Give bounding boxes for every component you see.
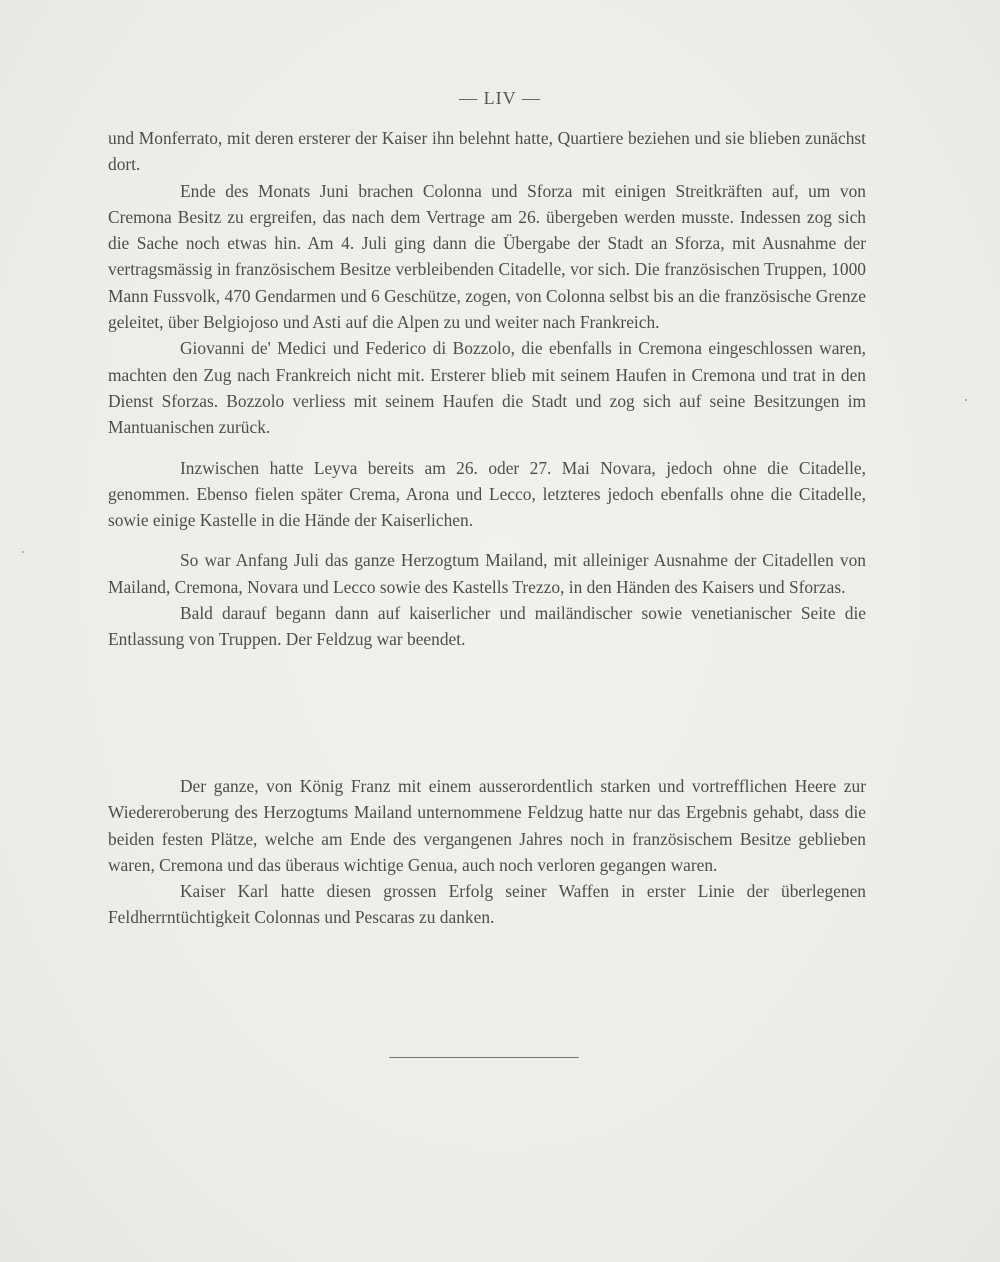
paragraph-continuation: und Monferrato, mit deren ersterer der Kaiser ihn belehnt hatte, Quartiere beziehen und sie blieben zunächst dort.	[108, 128, 866, 175]
paragraph-medici-bozzolo: Giovanni de' Medici und Federico di Bozzolo, die ebenfalls in Cremona eingeschlossen waren, machten den Zug nach Frankreich nicht mit. Ersterer blieb mit seinem Haufen in Cremona und trat in den Dienst Sforzas. Bozzolo verliess mit seinem Haufen die Stadt und zog sich auf seine Besitzungen im Mantuanischen zurück.	[108, 338, 866, 438]
page-number-header: — LIV —	[459, 88, 541, 108]
paragraph-leyva-novara: Inzwischen hatte Leyva bereits am 26. oder 27. Mai Novara, jedoch ohne die Citadelle, genommen. Ebenso fielen später Crema, Arona und Lecco, letzteres jedoch ebenfalls ohne die Citadelle, sowie einige Kastelle in die Hände der Kaiserlichen.	[108, 457, 866, 531]
paper-speck	[965, 399, 967, 401]
text-section-2	[108, 773, 866, 931]
closing-rule	[389, 1057, 579, 1058]
text-section-1	[108, 125, 866, 653]
paragraph-colonna-pescara: Kaiser Karl hatte diesen grossen Erfolg seiner Waffen in erster Linie der überlegenen Feldherrntüchtigkeit Colonnas und Pescaras zu danken.	[108, 881, 866, 928]
paragraph-campaign-result: Der ganze, von König Franz mit einem ausserordentlich starken und vortrefflichen Heere zur Wiedereroberung des Herzogtums Mailand unternommene Feldzug hatte nur das Ergebnis gehabt, dass die beiden festen Plätze, welche am Ende des vergangenen Jahres noch in französischem Besitze geblieben waren, Cremona und das überaus wichtige Genua, auch noch verloren gegangen waren.	[108, 776, 866, 875]
paragraph-campaign-ended: Bald darauf begann dann auf kaiserlicher und mailändischer sowie venetianischer Seite die Entlassung von Truppen. Der Feldzug war beendet.	[108, 603, 866, 650]
paragraph-cremona-surrender: Ende des Monats Juni brachen Colonna und Sforza mit einigen Streitkräften auf, um von Cremona Besitz zu ergreifen, das nach dem Vertrage am 26. übergeben werden musste. Indessen zog sich die Sache noch etwas hin. Am 4. Juli ging dann die Übergabe der Stadt an Sforza, mit Ausnahme der vertragsmässig in französischem Besitze verbleibenden Citadelle, vor sich. Die französischen Truppen, 1000 Mann Fussvolk, 470 Gendarmen und 6 Geschütze, zogen, von Colonna selbst bis an die französische Grenze geleitet, über Belgiojoso und Asti auf die Alpen zu und weiter nach Frankreich.	[108, 180, 866, 333]
paragraph-milan-duchy: So war Anfang Juli das ganze Herzogtum Mailand, mit alleiniger Ausnahme der Citadellen von Mailand, Cremona, Novara und Lecco sowie des Kastells Trezzo, in den Händen des Kaisers und Sforzas.	[108, 550, 866, 597]
paper-speck	[22, 551, 24, 553]
